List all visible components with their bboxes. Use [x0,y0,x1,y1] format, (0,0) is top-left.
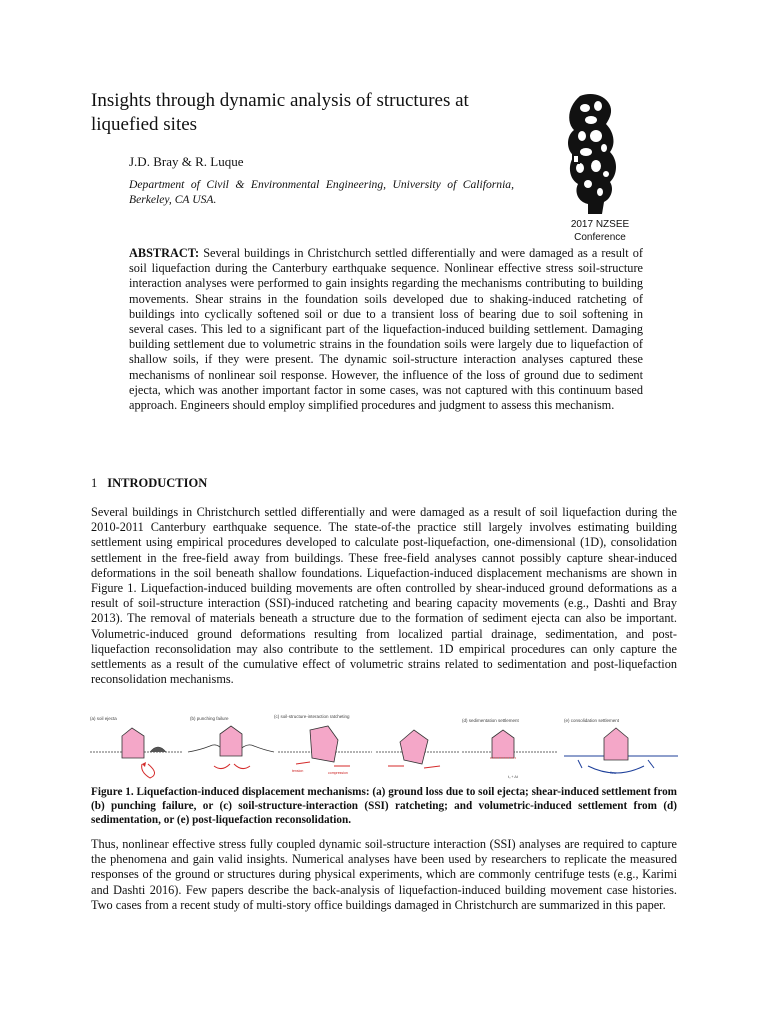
figure-1 [88,712,680,792]
building-a [122,728,144,758]
figure-panel-a [90,716,182,778]
building-e [604,728,628,760]
intro-paragraph-1: Several buildings in Christchurch settled differentially and were damaged as a result of soil liquefaction during the 2010-2011 Canterbury earthquake sequence. The state-of-the practice still largely involves estimating building settlement using empirical procedures developed to calculate post-liquefaction, one-dimensional (1D), consolidation settlement in the free-field away from buildings. These free-field analyses cannot possibly capture shear-induced deformations in the soil beneath shallow foundations. Liquefaction-induced displacement mechanisms are shown in Figure 1. Liquefaction-induced building movements are often controlled by shear-induced ground deformations as a result of soil-structure interaction (SSI)-induced ratcheting and bearing capacity movements (e.g., Dashti and Bray 2013). The removal of materials beneath a structure due to the formation of sediment ejecta can also be important. Volumetric-induced ground deformations resulting from localized partial drainage, sedimentation, and post-liquefaction reconsolidation may also contribute to the settlement. 1D empirical procedures can only capture the settlements as a result of the cumulative effect of volumetric strains related to sedimentation and post-liquefaction reconsolidation mechanisms. [91,505,677,687]
panel-e-label: (e) consolidation settlement [564,718,620,723]
figure-panel-d [462,718,558,779]
building-c2 [400,730,428,764]
flow-label: flow [610,771,617,775]
panel-d-label: (d) sedimentation settlement [462,718,519,723]
building-b [220,726,242,756]
compression-label: compression [328,771,348,775]
section-title: INTRODUCTION [107,476,208,490]
figure-panel-b [188,716,274,769]
conference-year: 2017 NZSEE [570,219,630,230]
building-c [310,726,338,762]
figure-panel-c [274,714,372,775]
section-heading [91,476,207,491]
building-d [492,730,514,758]
conference-label [560,218,640,244]
intro-paragraph-2: Thus, nonlinear effective stress fully coupled dynamic soil-structure interaction (SSI) analyses are required to capture the phenomena and gain valid insights. Numerical analyses have been used by researchers to replicate the measured responses of the ground or structures during physical experiments, which are commonly centrifuge tests (e.g., Karimi and Dashti 2016). Few papers describe the back-analysis of liquefaction-induced building movement case histories. Two cases from a recent study of multi-story office buildings damaged in Christchurch are summarized in this paper. [91,837,677,912]
abstract [129,246,643,413]
paper-title: Insights through dynamic analysis of structures at liquefied sites [91,90,469,135]
affiliation: Department of Civil & Environmental Engineering, University of California, Berkeley, CA USA. [129,178,514,206]
time-label: t₀ + Δt [508,775,518,779]
authors: J.D. Bray & R. Luque [129,154,244,169]
abstract-label: ABSTRACT: [129,246,200,260]
panel-c-label: (c) soil-structure-interaction ratcheting [274,714,350,719]
panel-a-label: (a) soil ejecta [90,716,117,721]
figure-caption: Figure 1. Liquefaction-induced displacement mechanisms: (a) ground loss due to soil ejecta; shear-induced settlement from (b) punching failure, or (c) soil-structure-interaction (SSI) ratcheting; and volumetric-induced settlement from (d) sedimentation, or (e) post-liquefaction reconsolidation. [91,786,677,826]
conference-logo-icon [558,92,628,218]
abstract-text: Several buildings in Christchurch settled differentially and were damaged as a result of soil liquefaction during the Canterbury earthquake sequence. Nonlinear effective stress soil-structure interaction analyses were performed to gain insights regarding the mechanisms contributing to building movements. Shear strains in the foundation soils developed due to shaking-induced ratcheting of buildings into cyclically softened soil or due to a transient loss of bearing due to soil softening in several cases. This led to a significant part of the liquefaction-induced building settlement. Damaging building settlement due to volumetric strains in the foundation soils were largely due to liquefaction of shallow soils, if they were present. The dynamic soil-structure interaction analyses captured these mechanisms of nonlinear soil response. However, the influence of the loss of ground due to sediment ejecta, which was another important factor in some cases, was not captured with this continuum based approach. Engineers should employ simplified procedures and judgment to assess this mechanism. [129,246,643,413]
figure-panel-e [564,718,678,775]
section-number: 1 [91,476,98,490]
figure-panel-c2 [376,730,460,768]
tension-label: tension [292,769,304,773]
conference-word: Conference [574,232,626,243]
panel-b-label: (b) punching failure [190,716,229,721]
